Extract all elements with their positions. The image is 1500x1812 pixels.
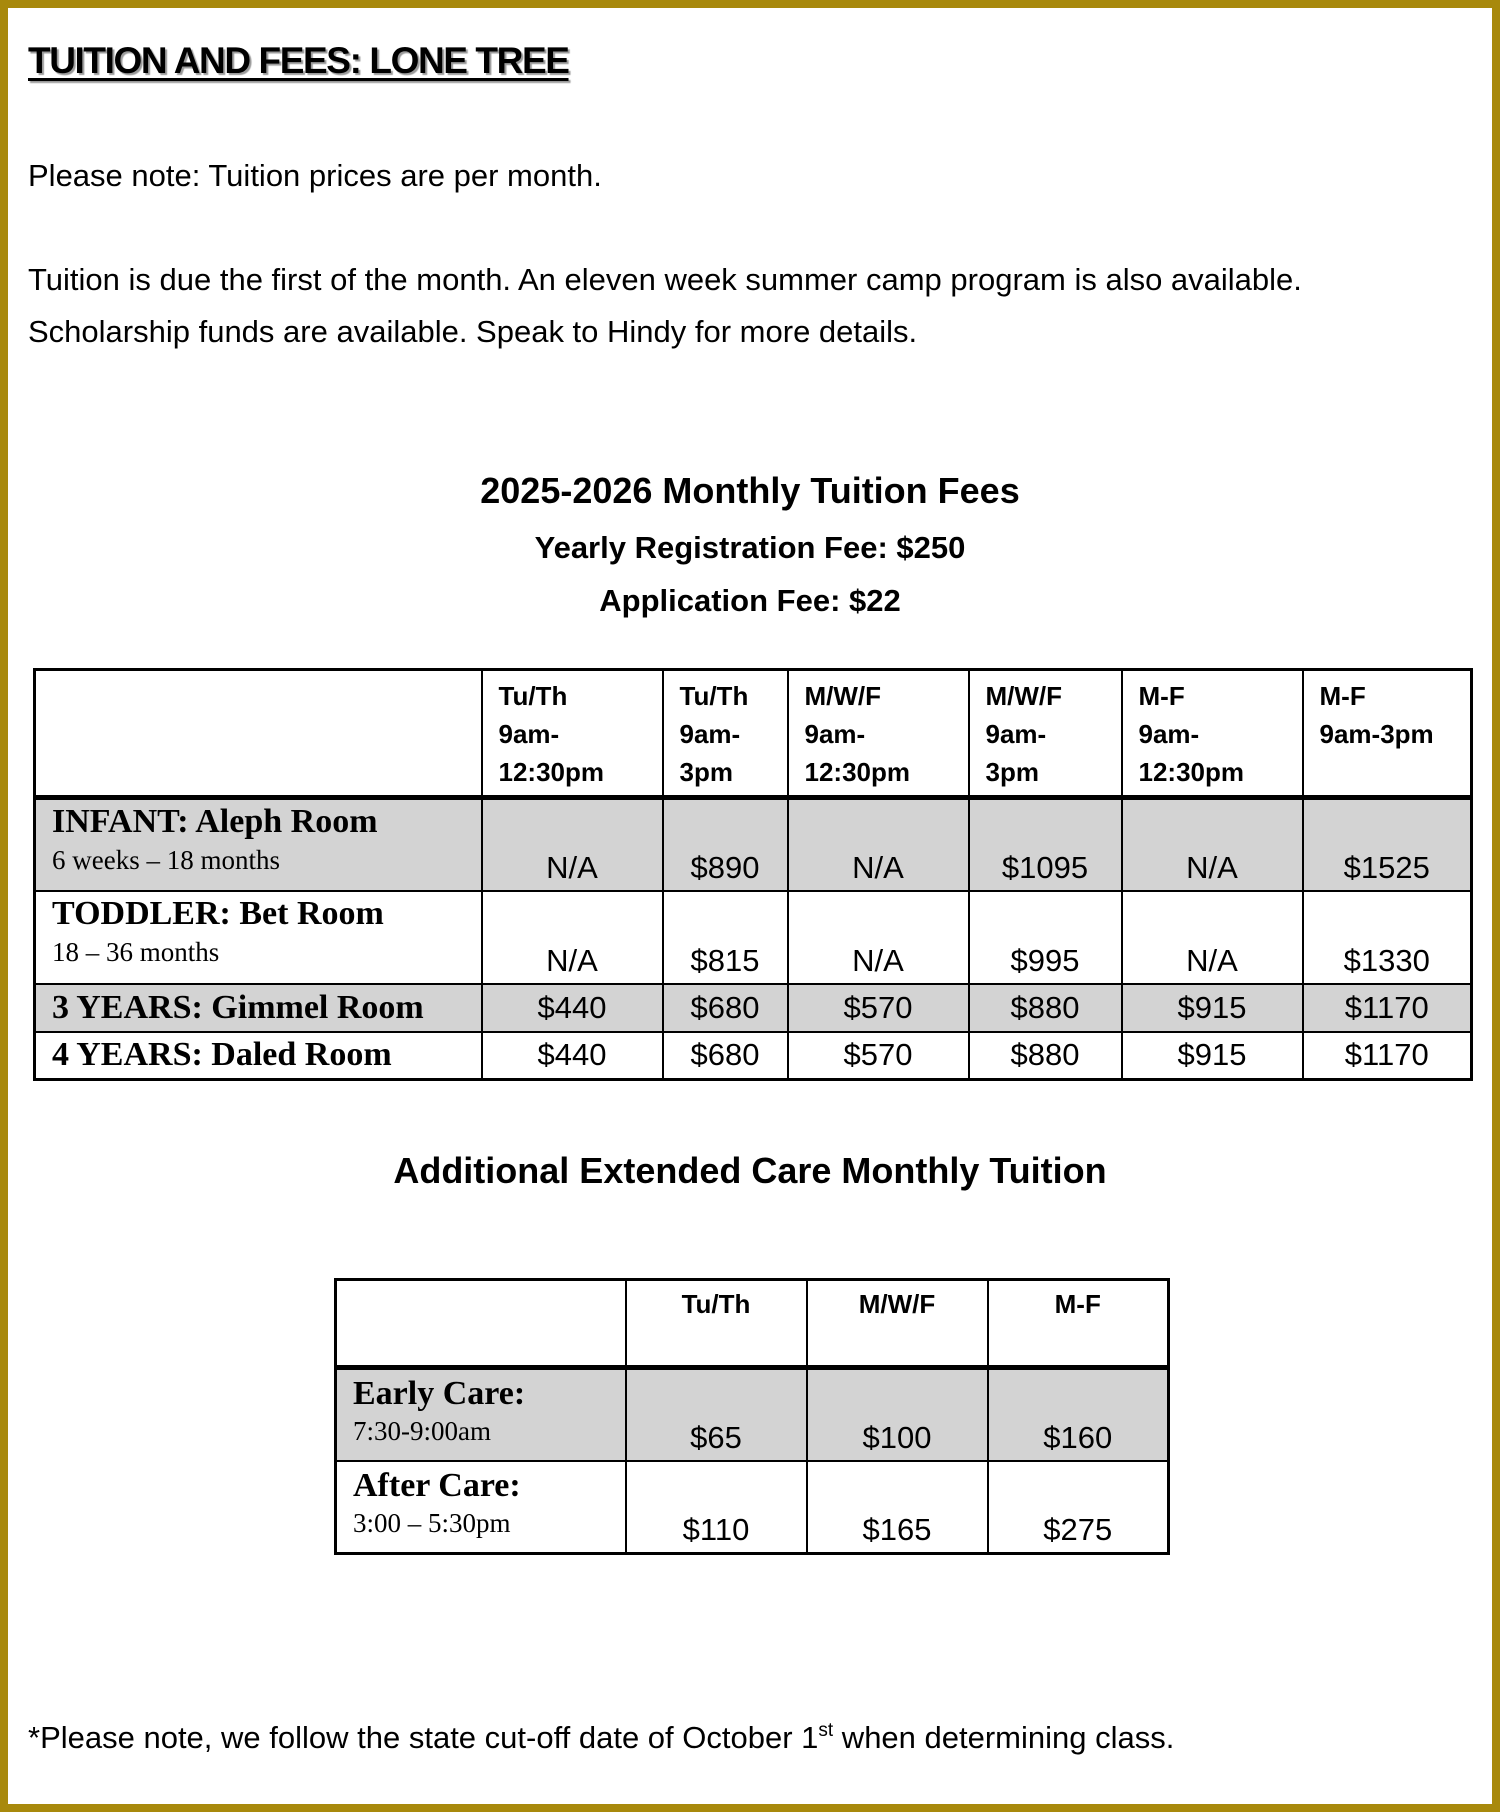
table-row (35, 1032, 1472, 1080)
col-header: M/W/F 9am- 3pm (969, 670, 1122, 798)
col-header: Tu/Th 9am- 3pm (663, 670, 788, 798)
price-cell: $1330 (1303, 891, 1472, 984)
price-cell: N/A (1122, 798, 1303, 891)
col-header: M-F (988, 1280, 1169, 1368)
price-cell: $160 (988, 1368, 1169, 1461)
tuition-table (33, 668, 1473, 1081)
application-fee: Application Fee: $22 (599, 583, 901, 618)
price-cell: N/A (1122, 891, 1303, 984)
price-cell: N/A (788, 891, 969, 984)
price-cell: $570 (788, 1032, 969, 1080)
price-cell: $680 (663, 1032, 788, 1080)
page-title: TUITION AND FEES: LONE TREE (28, 40, 569, 81)
price-cell: $275 (988, 1461, 1169, 1554)
col-header: M-F 9am- 12:30pm (1122, 670, 1303, 798)
price-cell: $995 (969, 891, 1122, 984)
tuition-due-text: Tuition is due the first of the month. An eleven week summer camp program is also available. (28, 262, 1302, 297)
tuition-heading: 2025-2026 Monthly Tuition Fees (480, 470, 1020, 511)
price-cell: $915 (1122, 984, 1303, 1032)
row-label: TODDLER: Bet Room 18 – 36 months (35, 891, 482, 984)
price-cell: $1095 (969, 798, 1122, 891)
price-cell: $915 (1122, 1032, 1303, 1080)
table-row (35, 891, 1472, 984)
price-cell: $440 (482, 1032, 663, 1080)
row-label: INFANT: Aleph Room 6 weeks – 18 months (35, 798, 482, 891)
tuition-info (28, 254, 1302, 358)
price-cell: N/A (482, 891, 663, 984)
price-cell: $65 (626, 1368, 807, 1461)
price-cell: $570 (788, 984, 969, 1032)
scholarship-text: Scholarship funds are available. Speak to Hindy for more details. (28, 314, 918, 349)
price-cell: N/A (788, 798, 969, 891)
price-cell: N/A (482, 798, 663, 891)
table-row (35, 798, 1472, 891)
price-cell: $1525 (1303, 798, 1472, 891)
price-cell: $880 (969, 984, 1122, 1032)
col-header: Tu/Th 9am- 12:30pm (482, 670, 663, 798)
price-cell: $100 (807, 1368, 988, 1461)
price-cell: $440 (482, 984, 663, 1032)
price-cell: $890 (663, 798, 788, 891)
tuition-header-row (35, 670, 1472, 798)
price-note: Please note: Tuition prices are per month. (28, 158, 602, 193)
table-row (336, 1461, 1169, 1554)
table-row (35, 984, 1472, 1032)
price-cell: $880 (969, 1032, 1122, 1080)
col-header: M/W/F 9am- 12:30pm (788, 670, 969, 798)
extended-care-table (334, 1278, 1170, 1555)
price-cell: $815 (663, 891, 788, 984)
extended-header-row (336, 1280, 1169, 1368)
registration-fee: Yearly Registration Fee: $250 (534, 530, 966, 565)
col-header: M-F 9am-3pm (1303, 670, 1472, 798)
price-cell: $680 (663, 984, 788, 1032)
extended-corner-cell (336, 1280, 626, 1368)
price-cell: $1170 (1303, 984, 1472, 1032)
tuition-corner-cell (35, 670, 482, 798)
row-label: Early Care: 7:30-9:00am (336, 1368, 626, 1461)
cutoff-footnote: *Please note, we follow the state cut-off date of October 1st when determining class. (28, 1720, 1175, 1755)
extended-care-heading: Additional Extended Care Monthly Tuition (393, 1150, 1107, 1191)
row-label: 3 YEARS: Gimmel Room (35, 984, 482, 1032)
col-header: M/W/F (807, 1280, 988, 1368)
price-cell: $165 (807, 1461, 988, 1554)
price-cell: $110 (626, 1461, 807, 1554)
price-cell: $1170 (1303, 1032, 1472, 1080)
table-row (336, 1368, 1169, 1461)
row-label: 4 YEARS: Daled Room (35, 1032, 482, 1080)
col-header: Tu/Th (626, 1280, 807, 1368)
row-label: After Care: 3:00 – 5:30pm (336, 1461, 626, 1554)
